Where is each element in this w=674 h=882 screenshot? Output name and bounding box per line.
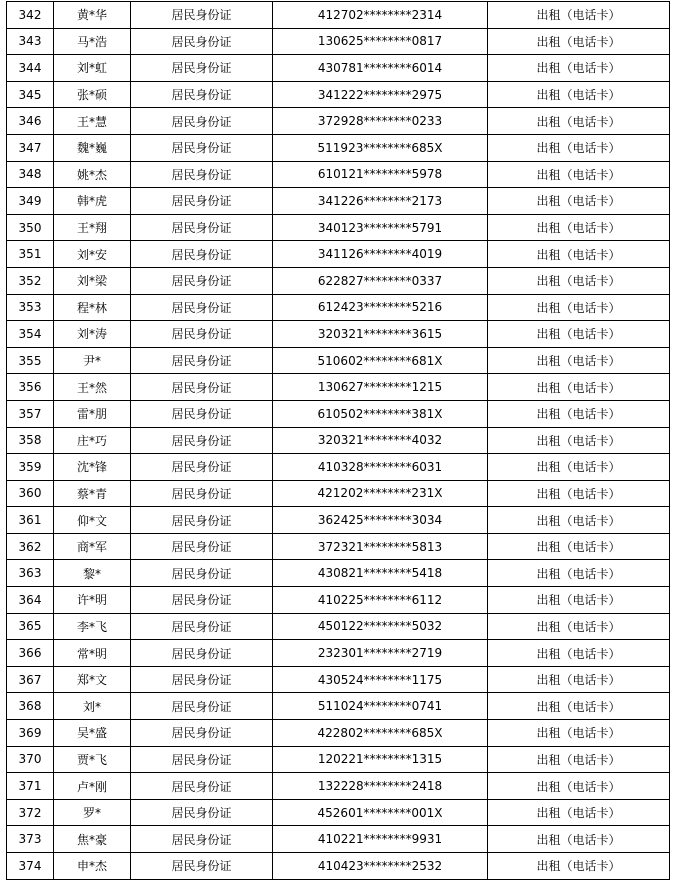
id-number-cell: 610502********381X [273, 400, 488, 427]
purpose-cell: 出租（电话卡） [488, 826, 670, 853]
name-cell: 常*明 [54, 640, 131, 667]
id-type-cell: 居民身份证 [131, 108, 273, 135]
row-number-cell: 361 [7, 507, 54, 534]
row-number-cell: 359 [7, 454, 54, 481]
id-number-cell: 132228********2418 [273, 773, 488, 800]
row-number-cell: 362 [7, 533, 54, 560]
table-row [7, 720, 670, 747]
purpose-cell: 出租（电话卡） [488, 400, 670, 427]
row-number-cell: 342 [7, 2, 54, 29]
table-row [7, 507, 670, 534]
name-cell: 沈*锋 [54, 454, 131, 481]
name-cell: 李*飞 [54, 613, 131, 640]
id-type-cell: 居民身份证 [131, 480, 273, 507]
name-cell: 黎* [54, 560, 131, 587]
row-number-cell: 352 [7, 267, 54, 294]
id-number-cell: 511923********685X [273, 134, 488, 161]
purpose-cell: 出租（电话卡） [488, 321, 670, 348]
name-cell: 王*翔 [54, 214, 131, 241]
id-type-cell: 居民身份证 [131, 666, 273, 693]
id-number-cell: 341126********4019 [273, 241, 488, 268]
id-number-cell: 320321********3615 [273, 321, 488, 348]
row-number-cell: 367 [7, 666, 54, 693]
purpose-cell: 出租（电话卡） [488, 81, 670, 108]
purpose-cell: 出租（电话卡） [488, 560, 670, 587]
name-cell: 庄*巧 [54, 427, 131, 454]
record-table-body [7, 2, 670, 880]
table-row [7, 267, 670, 294]
id-type-cell: 居民身份证 [131, 640, 273, 667]
id-number-cell: 320321********4032 [273, 427, 488, 454]
name-cell: 郑*文 [54, 666, 131, 693]
name-cell: 卢*刚 [54, 773, 131, 800]
row-number-cell: 345 [7, 81, 54, 108]
id-number-cell: 232301********2719 [273, 640, 488, 667]
table-row [7, 560, 670, 587]
name-cell: 程*林 [54, 294, 131, 321]
id-number-cell: 341222********2975 [273, 81, 488, 108]
id-number-cell: 622827********0337 [273, 267, 488, 294]
name-cell: 焦*豪 [54, 826, 131, 853]
row-number-cell: 353 [7, 294, 54, 321]
id-type-cell: 居民身份证 [131, 55, 273, 82]
purpose-cell: 出租（电话卡） [488, 347, 670, 374]
id-type-cell: 居民身份证 [131, 746, 273, 773]
table-row [7, 853, 670, 880]
id-number-cell: 120221********1315 [273, 746, 488, 773]
table-row [7, 241, 670, 268]
id-type-cell: 居民身份证 [131, 267, 273, 294]
id-type-cell: 居民身份证 [131, 427, 273, 454]
table-row [7, 746, 670, 773]
name-cell: 王*慧 [54, 108, 131, 135]
id-type-cell: 居民身份证 [131, 773, 273, 800]
table-row [7, 214, 670, 241]
table-row [7, 55, 670, 82]
row-number-cell: 343 [7, 28, 54, 55]
id-number-cell: 130625********0817 [273, 28, 488, 55]
purpose-cell: 出租（电话卡） [488, 267, 670, 294]
name-cell: 黄*华 [54, 2, 131, 29]
purpose-cell: 出租（电话卡） [488, 427, 670, 454]
table-row [7, 2, 670, 29]
id-number-cell: 372321********5813 [273, 533, 488, 560]
id-number-cell: 410423********2532 [273, 853, 488, 880]
row-number-cell: 365 [7, 613, 54, 640]
id-type-cell: 居民身份证 [131, 374, 273, 401]
name-cell: 刘*梁 [54, 267, 131, 294]
table-row [7, 374, 670, 401]
table-row [7, 587, 670, 614]
id-type-cell: 居民身份证 [131, 321, 273, 348]
id-number-cell: 430781********6014 [273, 55, 488, 82]
record-table [6, 1, 670, 880]
id-type-cell: 居民身份证 [131, 241, 273, 268]
row-number-cell: 372 [7, 799, 54, 826]
name-cell: 韩*虎 [54, 188, 131, 215]
id-number-cell: 511024********0741 [273, 693, 488, 720]
row-number-cell: 348 [7, 161, 54, 188]
name-cell: 申*杰 [54, 853, 131, 880]
id-number-cell: 410225********6112 [273, 587, 488, 614]
name-cell: 许*明 [54, 587, 131, 614]
table-row [7, 294, 670, 321]
id-type-cell: 居民身份证 [131, 2, 273, 29]
id-type-cell: 居民身份证 [131, 533, 273, 560]
table-row [7, 321, 670, 348]
purpose-cell: 出租（电话卡） [488, 214, 670, 241]
name-cell: 罗* [54, 799, 131, 826]
table-row [7, 666, 670, 693]
id-type-cell: 居民身份证 [131, 693, 273, 720]
id-type-cell: 居民身份证 [131, 28, 273, 55]
purpose-cell: 出租（电话卡） [488, 241, 670, 268]
id-type-cell: 居民身份证 [131, 613, 273, 640]
id-number-cell: 412702********2314 [273, 2, 488, 29]
table-row [7, 400, 670, 427]
row-number-cell: 355 [7, 347, 54, 374]
name-cell: 贾*飞 [54, 746, 131, 773]
table-row [7, 533, 670, 560]
table-row [7, 613, 670, 640]
purpose-cell: 出租（电话卡） [488, 374, 670, 401]
row-number-cell: 356 [7, 374, 54, 401]
purpose-cell: 出租（电话卡） [488, 161, 670, 188]
purpose-cell: 出租（电话卡） [488, 480, 670, 507]
table-row [7, 693, 670, 720]
purpose-cell: 出租（电话卡） [488, 55, 670, 82]
id-number-cell: 130627********1215 [273, 374, 488, 401]
id-type-cell: 居民身份证 [131, 560, 273, 587]
id-number-cell: 372928********0233 [273, 108, 488, 135]
table-row [7, 773, 670, 800]
id-type-cell: 居民身份证 [131, 214, 273, 241]
purpose-cell: 出租（电话卡） [488, 799, 670, 826]
row-number-cell: 373 [7, 826, 54, 853]
row-number-cell: 371 [7, 773, 54, 800]
id-number-cell: 612423********5216 [273, 294, 488, 321]
name-cell: 魏*巍 [54, 134, 131, 161]
id-number-cell: 410221********9931 [273, 826, 488, 853]
id-type-cell: 居民身份证 [131, 134, 273, 161]
table-row [7, 640, 670, 667]
id-number-cell: 341226********2173 [273, 188, 488, 215]
id-number-cell: 362425********3034 [273, 507, 488, 534]
purpose-cell: 出租（电话卡） [488, 666, 670, 693]
id-number-cell: 410328********6031 [273, 454, 488, 481]
name-cell: 雷*朋 [54, 400, 131, 427]
table-row [7, 347, 670, 374]
table-row [7, 427, 670, 454]
purpose-cell: 出租（电话卡） [488, 507, 670, 534]
table-row [7, 161, 670, 188]
id-type-cell: 居民身份证 [131, 507, 273, 534]
purpose-cell: 出租（电话卡） [488, 294, 670, 321]
table-row [7, 480, 670, 507]
id-type-cell: 居民身份证 [131, 188, 273, 215]
id-type-cell: 居民身份证 [131, 294, 273, 321]
id-number-cell: 421202********231X [273, 480, 488, 507]
purpose-cell: 出租（电话卡） [488, 454, 670, 481]
name-cell: 仰*文 [54, 507, 131, 534]
id-type-cell: 居民身份证 [131, 347, 273, 374]
row-number-cell: 357 [7, 400, 54, 427]
table-row [7, 108, 670, 135]
table-row [7, 81, 670, 108]
table-row [7, 134, 670, 161]
row-number-cell: 347 [7, 134, 54, 161]
name-cell: 商*军 [54, 533, 131, 560]
id-type-cell: 居民身份证 [131, 400, 273, 427]
name-cell: 张*硕 [54, 81, 131, 108]
purpose-cell: 出租（电话卡） [488, 773, 670, 800]
table-row [7, 826, 670, 853]
id-type-cell: 居民身份证 [131, 853, 273, 880]
row-number-cell: 363 [7, 560, 54, 587]
purpose-cell: 出租（电话卡） [488, 640, 670, 667]
id-type-cell: 居民身份证 [131, 454, 273, 481]
row-number-cell: 360 [7, 480, 54, 507]
id-type-cell: 居民身份证 [131, 720, 273, 747]
name-cell: 刘*虹 [54, 55, 131, 82]
row-number-cell: 374 [7, 853, 54, 880]
id-number-cell: 422802********685X [273, 720, 488, 747]
purpose-cell: 出租（电话卡） [488, 2, 670, 29]
row-number-cell: 369 [7, 720, 54, 747]
row-number-cell: 366 [7, 640, 54, 667]
purpose-cell: 出租（电话卡） [488, 533, 670, 560]
name-cell: 刘*安 [54, 241, 131, 268]
row-number-cell: 350 [7, 214, 54, 241]
table-row [7, 454, 670, 481]
name-cell: 吴*盛 [54, 720, 131, 747]
name-cell: 蔡*青 [54, 480, 131, 507]
name-cell: 刘* [54, 693, 131, 720]
id-type-cell: 居民身份证 [131, 826, 273, 853]
id-type-cell: 居民身份证 [131, 587, 273, 614]
name-cell: 刘*涛 [54, 321, 131, 348]
id-number-cell: 430524********1175 [273, 666, 488, 693]
purpose-cell: 出租（电话卡） [488, 108, 670, 135]
id-type-cell: 居民身份证 [131, 81, 273, 108]
table-row [7, 28, 670, 55]
purpose-cell: 出租（电话卡） [488, 853, 670, 880]
id-type-cell: 居民身份证 [131, 799, 273, 826]
id-type-cell: 居民身份证 [131, 161, 273, 188]
row-number-cell: 346 [7, 108, 54, 135]
row-number-cell: 364 [7, 587, 54, 614]
row-number-cell: 351 [7, 241, 54, 268]
purpose-cell: 出租（电话卡） [488, 188, 670, 215]
purpose-cell: 出租（电话卡） [488, 693, 670, 720]
row-number-cell: 344 [7, 55, 54, 82]
id-number-cell: 452601********001X [273, 799, 488, 826]
purpose-cell: 出租（电话卡） [488, 720, 670, 747]
name-cell: 姚*杰 [54, 161, 131, 188]
purpose-cell: 出租（电话卡） [488, 587, 670, 614]
purpose-cell: 出租（电话卡） [488, 746, 670, 773]
purpose-cell: 出租（电话卡） [488, 134, 670, 161]
row-number-cell: 370 [7, 746, 54, 773]
row-number-cell: 354 [7, 321, 54, 348]
table-row [7, 188, 670, 215]
row-number-cell: 368 [7, 693, 54, 720]
purpose-cell: 出租（电话卡） [488, 613, 670, 640]
id-number-cell: 430821********5418 [273, 560, 488, 587]
name-cell: 王*然 [54, 374, 131, 401]
id-number-cell: 610121********5978 [273, 161, 488, 188]
name-cell: 尹* [54, 347, 131, 374]
id-number-cell: 340123********5791 [273, 214, 488, 241]
id-number-cell: 510602********681X [273, 347, 488, 374]
id-number-cell: 450122********5032 [273, 613, 488, 640]
name-cell: 马*浩 [54, 28, 131, 55]
table-row [7, 799, 670, 826]
row-number-cell: 358 [7, 427, 54, 454]
purpose-cell: 出租（电话卡） [488, 28, 670, 55]
row-number-cell: 349 [7, 188, 54, 215]
